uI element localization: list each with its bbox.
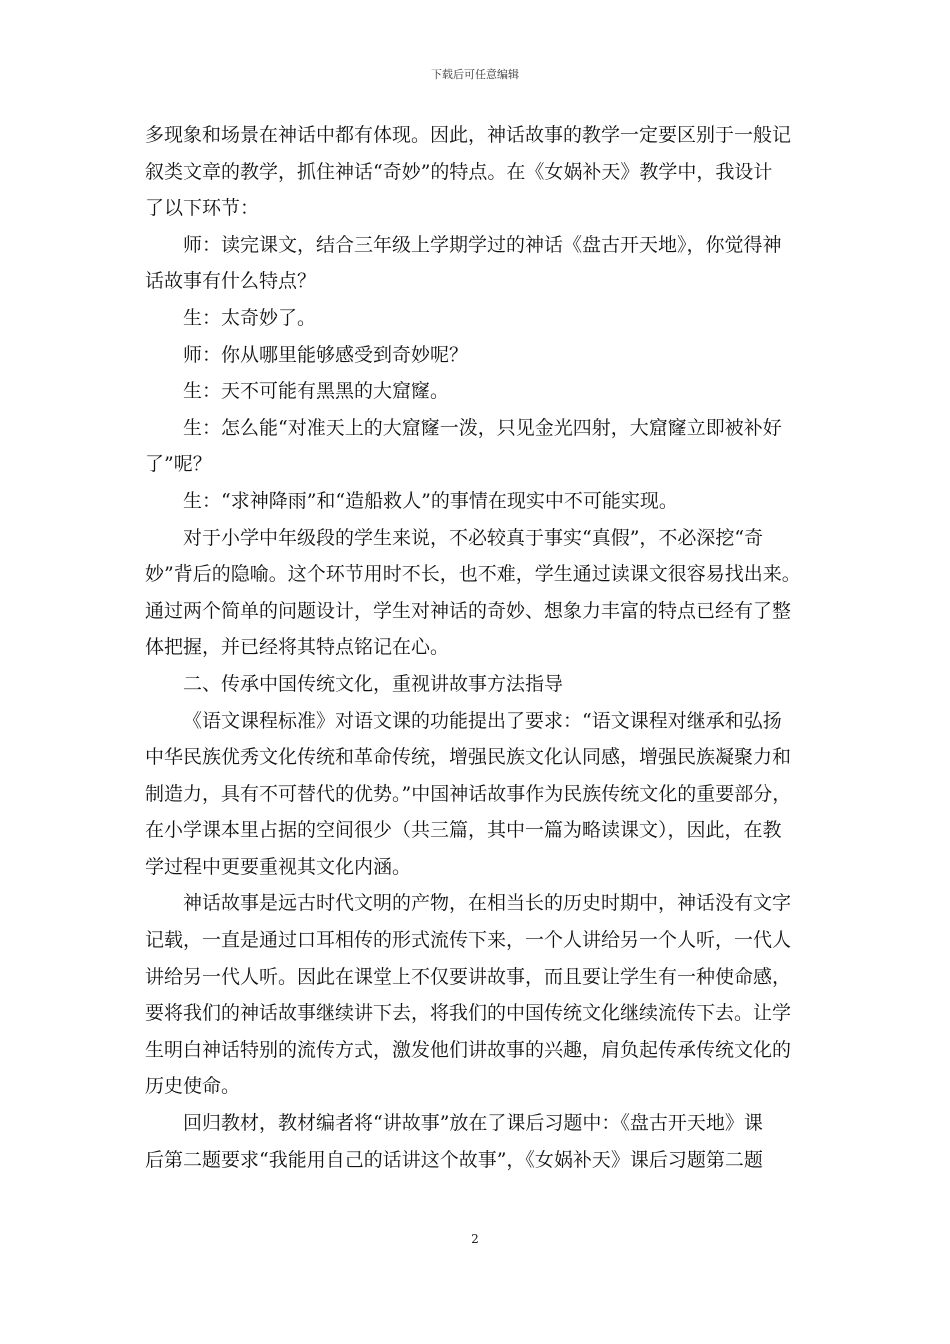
text-line: 《语文课程标准》对语文课的功能提出了要求：“语文课程对继承和弘扬 [183, 709, 782, 732]
text-line: 妙”背后的隐喻。这个环节用时不长，也不难，学生通过读课文很容易找出来。 [145, 563, 801, 586]
text-line: 讲给另一代人听。因此在课堂上不仅要讲故事，而且要让学生有一种使命感， [145, 965, 792, 988]
text-line: 叙类文章的教学，抓住神话“奇妙”的特点。在《女娲补天》教学中，我设计 [145, 160, 773, 183]
text-line: 后第二题要求“我能用自己的话讲这个故事”，《女娲补天》课后习题第二题 [145, 1148, 763, 1171]
text-line: 了以下环节： [145, 197, 260, 220]
text-line: 生：怎么能“对准天上的大窟窿一泼，只见金光四射，大窟窿立即被补好 [183, 416, 782, 439]
text-line: 回归教材，教材编者将“讲故事”放在了课后习题中：《盘古开天地》课 [183, 1112, 763, 1135]
text-line: 神话故事是远古时代文明的产物，在相当长的历史时期中，神话没有文字 [183, 892, 792, 915]
section-heading: 二、传承中国传统文化，重视讲故事方法指导 [183, 672, 564, 695]
text-line: 体把握，并已经将其特点铭记在心。 [145, 636, 450, 659]
page-number: 2 [471, 1232, 479, 1246]
text-line: 学过程中更要重视其文化内涵。 [145, 855, 412, 878]
text-line: 生：天不可能有黑黑的大窟窿。 [183, 380, 450, 403]
page-header-note: 下载后可任意编辑 [431, 68, 519, 81]
text-line: 多现象和场景在神话中都有体现。因此，神话故事的教学一定要区别于一般记 [145, 124, 792, 146]
text-line: 师：你从哪里能够感受到奇妙呢？ [183, 343, 469, 366]
text-line: 在小学课本里占据的空间很少（共三篇，其中一篇为略读课文），因此，在教 [145, 819, 782, 842]
text-line: 生：“求神降雨”和“造船救人”的事情在现实中不可能实现。 [183, 489, 678, 512]
body-text [145, 117, 811, 1178]
text-line: 生：太奇妙了。 [183, 306, 317, 329]
text-line: 生明白神话特别的流传方式，激发他们讲故事的兴趣，肩负起传承传统文化的 [145, 1038, 792, 1061]
text-line: 师：读完课文，结合三年级上学期学过的神话《盘古开天地》，你觉得神 [183, 233, 782, 256]
text-line: 历史使命。 [145, 1075, 241, 1098]
text-line: 中华民族优秀文化传统和革命传统，增强民族文化认同感，增强民族凝聚力和 [145, 746, 792, 769]
text-line: 对于小学中年级段的学生来说，不必较真于事实“真假”，不必深挖“奇 [183, 526, 764, 549]
text-line: 制造力，具有不可替代的优势。”中国神话故事作为民族传统文化的重要部分， [145, 782, 792, 805]
text-line: 要将我们的神话故事继续讲下去，将我们的中国传统文化继续流传下去。让学 [145, 1002, 792, 1025]
text-line: 了”呢？ [145, 453, 212, 476]
text-line: 记载，一直是通过口耳相传的形式流传下来，一个人讲给另一个人听，一代人 [145, 929, 792, 952]
text-line: 话故事有什么特点？ [145, 270, 317, 293]
text-line: 通过两个简单的问题设计，学生对神话的奇妙、想象力丰富的特点已经有了整 [145, 599, 792, 622]
